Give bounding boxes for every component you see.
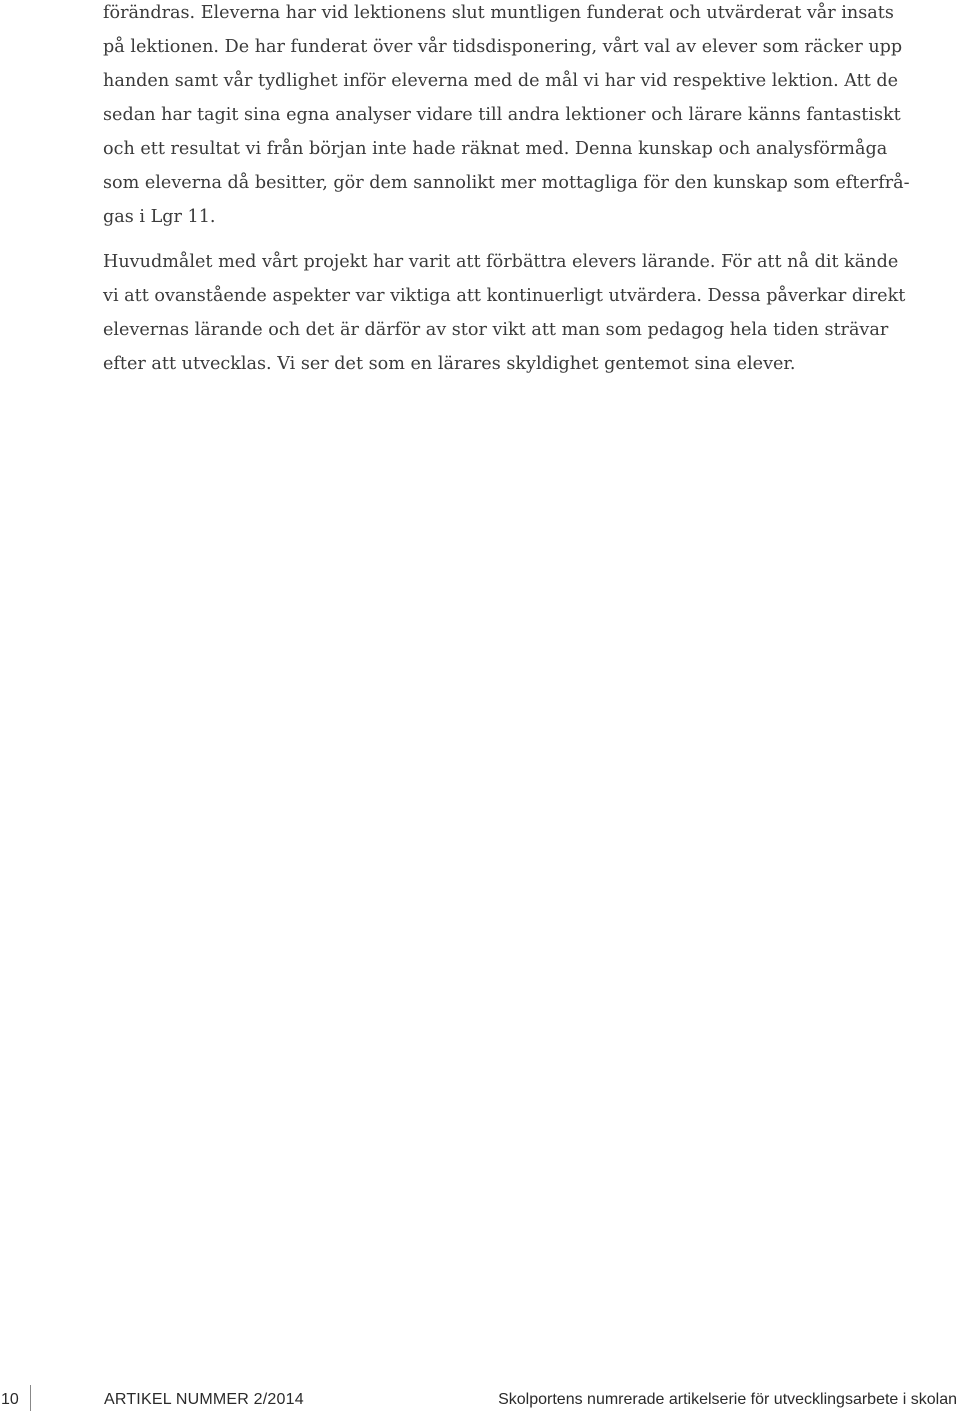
text-line: på lektionen. De har funderat över vår tidsdisponering, vårt val av elever som räcker upp (103, 37, 903, 57)
footer-title: ARTIKEL NUMMER 2/2014 (104, 1391, 304, 1408)
body-text (103, 0, 949, 381)
text-line: handen samt vår tydlighet inför eleverna med de mål vi har vid respektive lektion. Att de (103, 71, 899, 91)
paragraph-spacing (103, 234, 949, 245)
page-number: 10 (1, 1391, 19, 1408)
paragraph-1 (103, 0, 949, 234)
text-line: elevernas lärande och det är därför av stor vikt att man som pedagog hela tiden strävar (103, 320, 889, 340)
text-line: vi att ovanstående aspekter var viktiga att kontinuerligt utvärdera. Dessa påverkar direkt (103, 286, 906, 306)
footer-series: Skolportens numrerade artikelserie för utvecklingsarbete i skolan (498, 1391, 957, 1408)
paragraph-2 (103, 245, 949, 381)
text-line: efter att utvecklas. Vi ser det som en lärares skyldighet gentemot sina elever. (103, 354, 796, 374)
text-line: och ett resultat vi från början inte hade räknat med. Denna kunskap och analysförmåga (103, 139, 888, 159)
footer-divider (30, 1385, 31, 1411)
text-line: sedan har tagit sina egna analyser vidare till andra lektioner och lärare känns fantastiskt (103, 105, 901, 125)
text-line: som eleverna då besitter, gör dem sannolikt mer mottagliga för den kunskap som efterfrå- (103, 173, 910, 193)
page-footer (0, 1385, 960, 1411)
text-line: Huvudmålet med vårt projekt har varit att förbättra elevers lärande. För att nå dit kände (103, 252, 899, 272)
text-line: gas i Lgr 11. (103, 207, 216, 227)
text-line: förändras. Eleverna har vid lektionens slut muntligen funderat och utvärderat vår insats (103, 3, 894, 23)
